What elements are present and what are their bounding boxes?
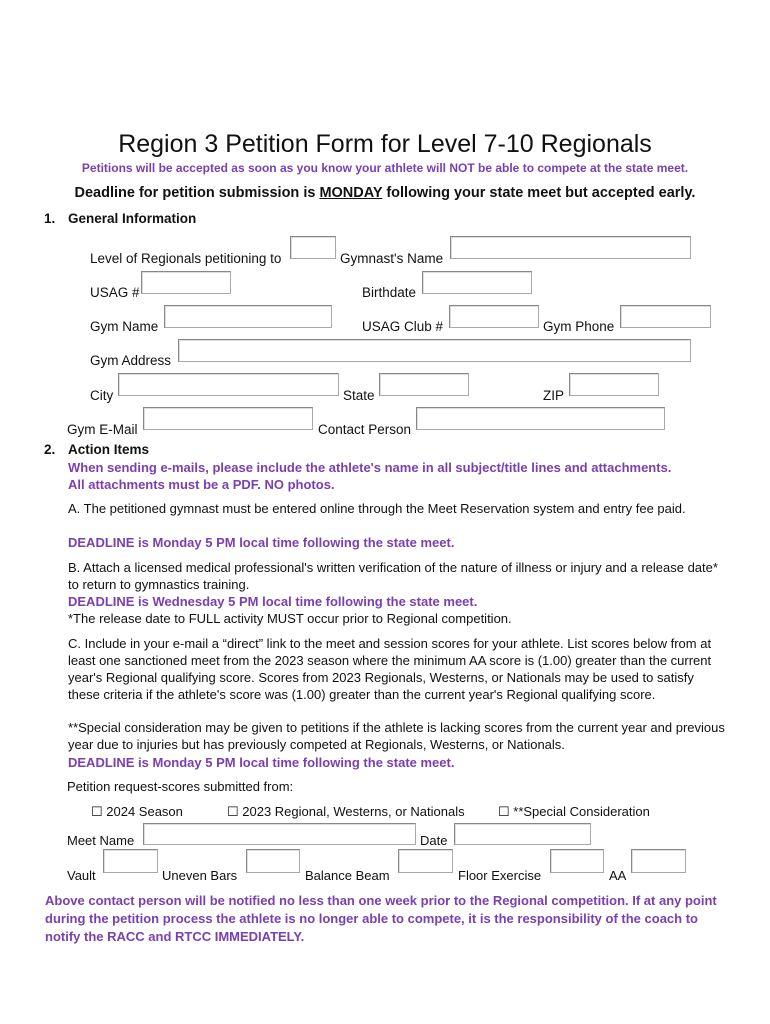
gym-phone-label: Gym Phone	[543, 319, 615, 334]
section2-number: 2.	[44, 442, 56, 457]
email-note: When sending e-mails, please include the athlete's name in all subject/title lines and attachments.	[68, 460, 672, 475]
zip-field[interactable]	[569, 373, 659, 396]
bars-field[interactable]	[246, 849, 300, 873]
city-label: City	[90, 388, 114, 403]
vault-field[interactable]	[103, 849, 158, 873]
deadline-notice	[0, 185, 770, 201]
item-c-special: **Special consideration may be given to petitions if the athlete is lacking scores from the current year and previous year due to injuries but has previously competed at Regionals, Westerns, or Nationals.	[68, 720, 725, 752]
section1-title: General Information	[68, 211, 197, 226]
gym-email-field[interactable]	[143, 407, 313, 430]
state-label: State	[343, 388, 375, 403]
option-special-consideration[interactable]: ☐ **Special Consideration	[498, 804, 650, 819]
item-a-deadline: DEADLINE is Monday 5 PM local time following the state meet.	[68, 535, 455, 550]
footer-notice: Above contact person will be notified no less than one week prior to the Regional competition. If at any point during the petition process the athlete is no longer able to compete, it is the responsibility of the coach to notify the RACC and RTCC IMMEDIATELY.	[45, 893, 717, 944]
date-field[interactable]	[454, 823, 591, 845]
birthdate-label: Birthdate	[362, 285, 417, 300]
gym-address-label: Gym Address	[90, 353, 172, 368]
contact-person-label: Contact Person	[318, 422, 412, 437]
bars-label: Uneven Bars	[162, 868, 238, 883]
deadline-post: following your state meet but accepted early.	[382, 185, 696, 201]
attachment-note: All attachments must be a PDF. NO photos.	[68, 477, 335, 492]
level-field[interactable]	[290, 236, 336, 259]
item-c-deadline: DEADLINE is Monday 5 PM local time following the state meet.	[68, 755, 455, 770]
usag-field[interactable]	[141, 271, 231, 294]
deadline-pre: Deadline for petition submission is	[74, 185, 320, 201]
page-title: Region 3 Petition Form for Level 7-10 Regionals	[118, 130, 652, 158]
item-b-note: *The release date to FULL activity MUST occur prior to Regional competition.	[68, 611, 512, 626]
gym-email-label: Gym E-Mail	[67, 422, 138, 437]
usag-club-label: USAG Club #	[362, 319, 444, 334]
option-2024-season[interactable]: ☐ 2024 Season	[91, 804, 183, 819]
section1-number: 1.	[44, 211, 56, 226]
level-label: Level of Regionals petitioning to	[90, 251, 282, 266]
gym-phone-field[interactable]	[620, 305, 711, 328]
floor-label: Floor Exercise	[458, 868, 542, 883]
beam-label: Balance Beam	[305, 868, 390, 883]
gym-address-field[interactable]	[178, 339, 691, 362]
option-2023-regional[interactable]: ☐ 2023 Regional, Westerns, or Nationals	[227, 804, 465, 819]
city-field[interactable]	[118, 373, 339, 396]
contact-person-field[interactable]	[416, 407, 665, 430]
gym-name-label: Gym Name	[90, 319, 159, 334]
gymnast-name-label: Gymnast's Name	[340, 251, 444, 266]
aa-label: AA	[609, 868, 627, 883]
item-c-text: C. Include in your e-mail a “direct” link to the meet and session scores for your athlete. List scores below from at least one sanctioned meet from the 2023 season where the minimum AA score is (1.00) greater than the current year's Regional qualifying score. Scores from 2023 Regionals, Westerns, or Nationals may be used to satisfy these criteria if the athlete's score was (1.00) greater than the current year's Regional qualifying score.	[68, 636, 712, 702]
page-subtitle: Petitions will be accepted as soon as you know your athlete will NOT be able to compete at the state meet.	[81, 161, 689, 175]
section2-title: Action Items	[68, 442, 150, 457]
vault-label: Vault	[67, 868, 96, 883]
gym-name-field[interactable]	[164, 305, 332, 328]
birthdate-field[interactable]	[422, 271, 532, 294]
usag-label: USAG #	[90, 285, 140, 300]
meet-name-label: Meet Name	[67, 833, 135, 848]
item-a-text: A. The petitioned gymnast must be entered online through the Meet Reservation system and entry fee paid.	[68, 501, 686, 516]
item-b-text: B. Attach a licensed medical professional's written verification of the nature of illness or injury and a release date* to return to gymnastics training.	[68, 560, 718, 592]
item-b-deadline: DEADLINE is Wednesday 5 PM local time following the state meet.	[68, 594, 478, 609]
beam-field[interactable]	[398, 849, 453, 873]
date-label: Date	[420, 833, 448, 848]
zip-label: ZIP	[543, 388, 565, 403]
deadline-day: MONDAY	[319, 185, 383, 201]
gymnast-name-field[interactable]	[450, 236, 691, 259]
scores-from-label: Petition request-scores submitted from:	[67, 779, 294, 794]
meet-name-field[interactable]	[143, 823, 416, 845]
floor-field[interactable]	[550, 849, 604, 873]
state-field[interactable]	[379, 373, 469, 396]
usag-club-field[interactable]	[449, 305, 539, 328]
aa-field[interactable]	[631, 849, 686, 873]
